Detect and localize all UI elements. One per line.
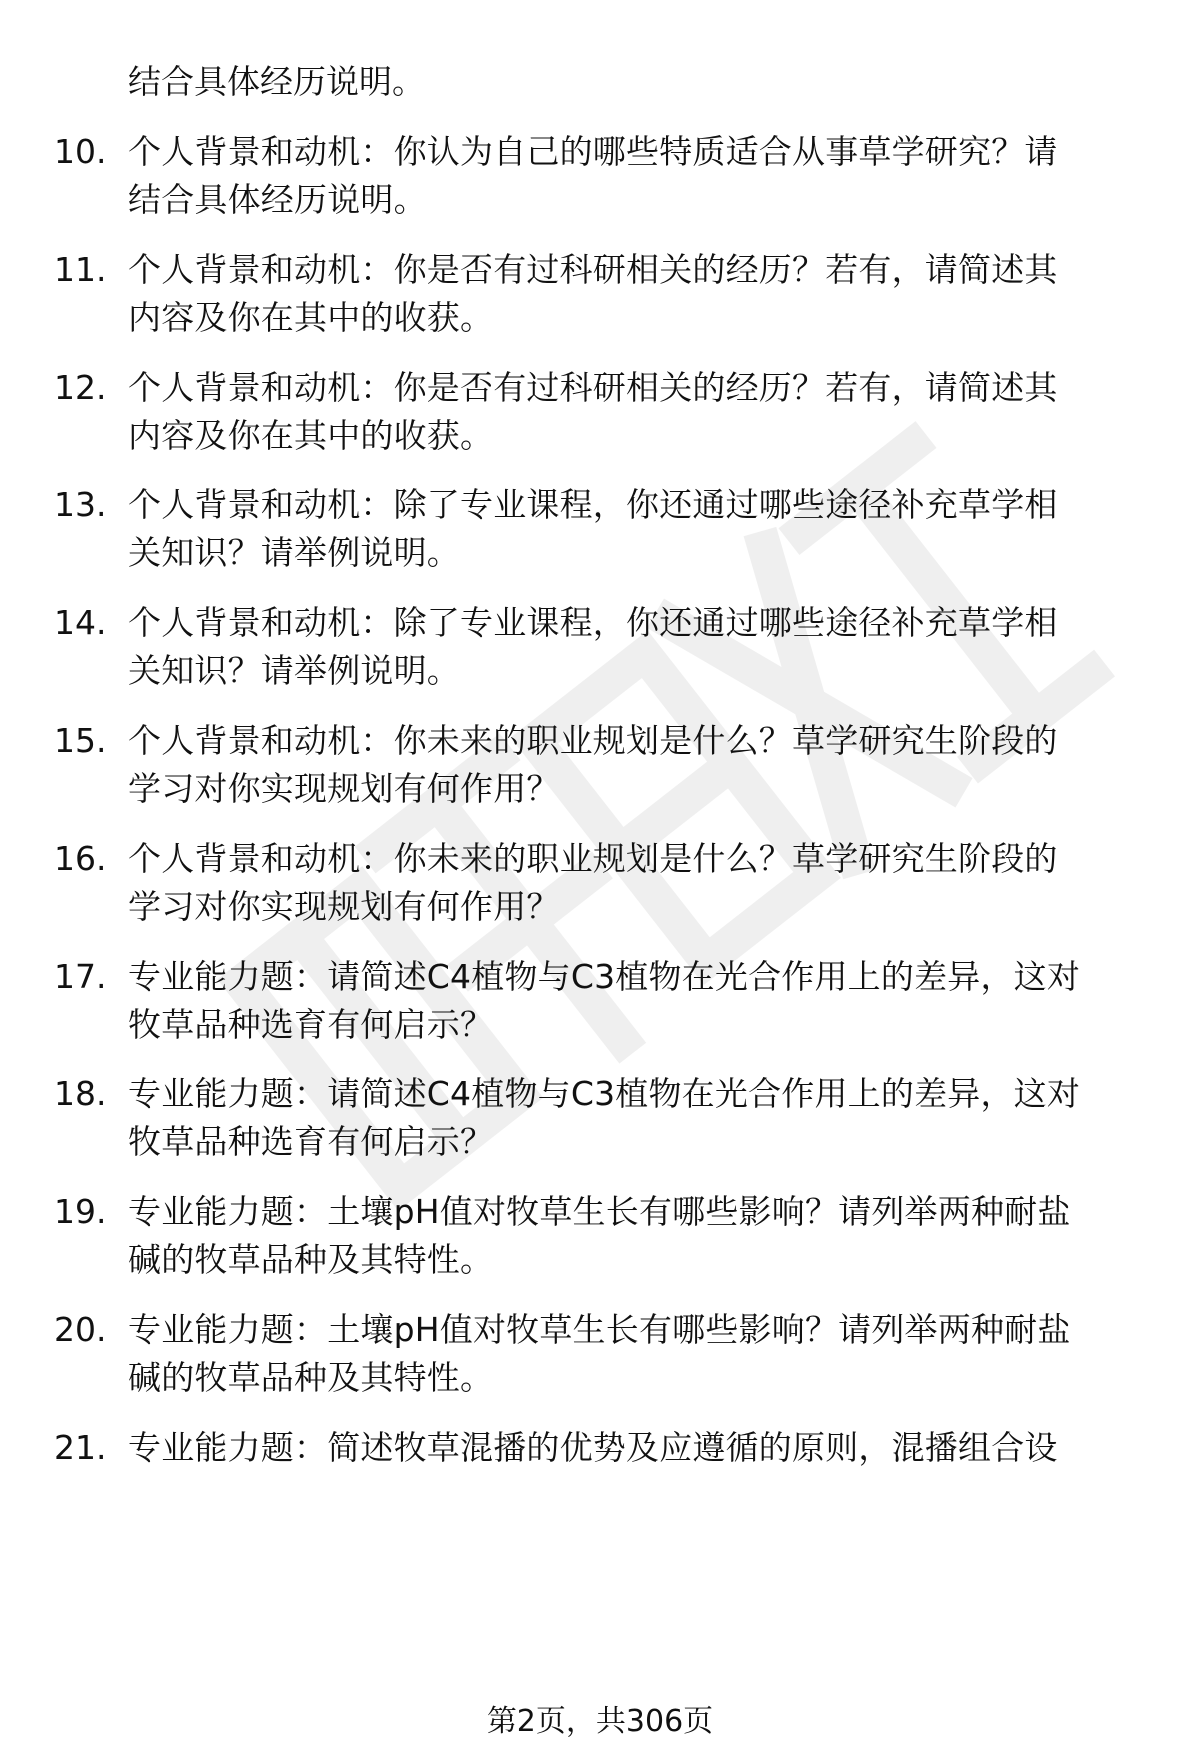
question-text-line-1: 个人背景和动机：你是否有过科研相关的经历？若有，请简述其 (128, 368, 1058, 407)
question-number: 16. (54, 839, 107, 878)
question-number: 21. (54, 1428, 107, 1467)
question-number: 18. (54, 1074, 107, 1113)
question-item (54, 1188, 1164, 1288)
question-text-line-1: 专业能力题：请简述C4植物与C3植物在光合作用上的差异，这对 (128, 1074, 1081, 1113)
question-text-line-2: 碱的牧草品种及其特性。 (128, 1240, 494, 1279)
question-text-line-1: 专业能力题：土壤pH值对牧草生长有哪些影响？请列举两种耐盐 (128, 1192, 1071, 1231)
question-text-line-1: 个人背景和动机：除了专业课程，你还通过哪些途径补充草学相 (128, 603, 1058, 642)
question-text-line-2: 结合具体经历说明。 (128, 180, 427, 219)
question-text-line-1: 专业能力题：土壤pH值对牧草生长有哪些影响？请列举两种耐盐 (128, 1310, 1071, 1349)
question-item (54, 953, 1164, 1053)
question-text-line-1: 专业能力题：请简述C4植物与C3植物在光合作用上的差异，这对 (128, 957, 1081, 996)
page-footer: 第2页，共306页 (486, 1704, 714, 1739)
question-item (54, 599, 1164, 699)
question-text-line-2: 学习对你实现规划有何作用？ (128, 887, 560, 926)
question-item (54, 1070, 1164, 1170)
question-number: 15. (54, 721, 107, 760)
question-text-line-2: 关知识？请举例说明。 (128, 533, 460, 572)
question-number: 13. (54, 485, 107, 524)
question-number: 20. (54, 1310, 107, 1349)
question-item (54, 1306, 1164, 1406)
question-number: 11. (54, 250, 107, 289)
continued-question-text: 结合具体经历说明。 (128, 62, 425, 101)
question-text-line-1: 专业能力题：简述牧草混播的优势及应遵循的原则，混播组合设 (128, 1428, 1058, 1467)
question-number: 10. (54, 132, 107, 171)
question-item (54, 128, 1164, 228)
question-item (54, 364, 1164, 464)
question-text-line-2: 碱的牧草品种及其特性。 (128, 1358, 494, 1397)
question-text-line-2: 关知识？请举例说明。 (128, 651, 460, 690)
question-number: 14. (54, 603, 107, 642)
question-text-line-1: 个人背景和动机：除了专业课程，你还通过哪些途径补充草学相 (128, 485, 1058, 524)
question-item (54, 481, 1164, 581)
question-text-line-2: 牧草品种选育有何启示？ (128, 1122, 494, 1161)
question-text-line-1: 个人背景和动机：你认为自己的哪些特质适合从事草学研究？请 (128, 132, 1058, 171)
question-item (54, 246, 1164, 346)
question-item (54, 717, 1164, 817)
question-text-line-2: 内容及你在其中的收获。 (128, 416, 494, 455)
question-text-line-1: 个人背景和动机：你是否有过科研相关的经历？若有，请简述其 (128, 250, 1058, 289)
question-text-line-2: 学习对你实现规划有何作用？ (128, 769, 560, 808)
question-text-line-1: 个人背景和动机：你未来的职业规划是什么？草学研究生阶段的 (128, 721, 1058, 760)
question-number: 19. (54, 1192, 107, 1231)
question-item (54, 835, 1164, 935)
question-number: 17. (54, 957, 107, 996)
question-text-line-1: 个人背景和动机：你未来的职业规划是什么？草学研究生阶段的 (128, 839, 1058, 878)
question-text-line-2: 牧草品种选育有何启示？ (128, 1005, 494, 1044)
question-number: 12. (54, 368, 107, 407)
question-item (54, 1424, 1164, 1524)
question-text-line-2: 内容及你在其中的收获。 (128, 298, 494, 337)
